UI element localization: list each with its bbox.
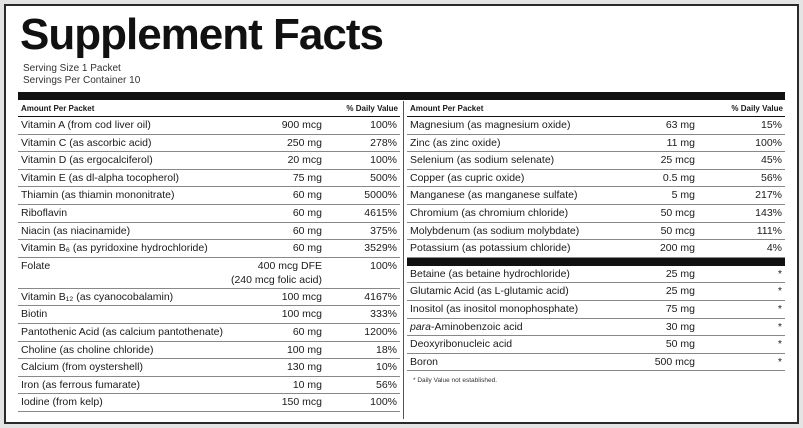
nutrient-daily-value: 15% xyxy=(760,119,782,131)
nutrient-amount-detail: (240 mcg folic acid) xyxy=(230,273,322,286)
nutrient-name: Vitamin D (as ergocalciferol) xyxy=(21,154,153,167)
nutrient-daily-value: 333% xyxy=(370,308,397,321)
nutrient-daily-value: 45% xyxy=(760,154,782,167)
nutrient-daily-value: * xyxy=(777,267,782,280)
nutrient-name: Vitamin A (from cod liver oil) xyxy=(21,119,151,131)
nutrient-daily-value: * xyxy=(777,285,782,298)
nutrient-amount: 100 mcg xyxy=(281,308,322,321)
nutrient-amount: 25 mg xyxy=(665,267,695,280)
amount-header: Amount Per Packet xyxy=(21,104,95,113)
nutrient-amount: 0.5 mg xyxy=(662,171,695,184)
nutrient-daily-value: 4167% xyxy=(364,290,397,303)
nutrient-daily-value: 100% xyxy=(370,119,397,131)
nutrient-amount: 100 mcg xyxy=(281,290,322,303)
nutrient-daily-value: * xyxy=(777,338,782,351)
nutrient-row xyxy=(18,342,400,360)
nutrient-amount: 250 mg xyxy=(286,136,322,149)
nutrient-row xyxy=(407,135,785,153)
nutrient-amount: 30 mg xyxy=(665,320,695,333)
nutrient-name: Potassium (as potassium chloride) xyxy=(410,242,571,255)
nutrient-row xyxy=(18,359,400,377)
nutrient-amount: 60 mg xyxy=(292,242,322,255)
nutrient-daily-value: 3529% xyxy=(364,242,397,255)
nutrient-row xyxy=(18,394,400,412)
nutrient-name: Folate xyxy=(21,259,51,272)
nutrient-amount: 25 mg xyxy=(665,285,695,298)
nutrient-daily-value: 278% xyxy=(370,136,397,149)
nutrient-name: Betaine (as betaine hydrochloride) xyxy=(410,267,570,280)
servings-per-container: Servings Per Container 10 xyxy=(23,75,141,86)
nutrient-row xyxy=(407,223,785,241)
nutrient-name: Deoxyribonucleic acid xyxy=(410,338,513,351)
nutrient-name: Glutamic Acid (as L-glutamic acid) xyxy=(410,285,569,298)
nutrient-row xyxy=(18,187,400,205)
nutrient-amount: 75 mg xyxy=(292,171,322,184)
nutrient-row xyxy=(407,301,785,319)
nutrient-amount: 60 mg xyxy=(292,189,322,202)
nutrient-name: Copper (as cupric oxide) xyxy=(410,171,525,184)
nutrient-amount: 25 mcg xyxy=(660,154,695,167)
nutrient-name: Thiamin (as thiamin mononitrate) xyxy=(21,189,175,202)
nutrient-row xyxy=(407,319,785,337)
nutrient-name: Calcium (from oystershell) xyxy=(21,361,143,374)
nutrient-row xyxy=(407,187,785,205)
top-thick-rule xyxy=(18,92,785,100)
nutrient-amount: 63 mg xyxy=(665,119,695,131)
nutrient-row xyxy=(407,240,785,258)
nutrient-daily-value: 1200% xyxy=(364,325,397,338)
nutrient-name: Choline (as choline chloride) xyxy=(21,343,154,356)
nutrient-name: para-Aminobenzoic acid xyxy=(410,320,523,333)
supplement-facts-panel xyxy=(4,4,799,424)
nutrient-name: Vitamin B₆ (as pyridoxine hydrochloride) xyxy=(21,242,208,255)
nutrient-row xyxy=(407,266,785,284)
nutrient-daily-value: 5000% xyxy=(364,189,397,202)
nutrient-name: Iron (as ferrous fumarate) xyxy=(21,378,141,391)
nutrient-daily-value: 500% xyxy=(370,171,397,184)
nutrient-daily-value: 18% xyxy=(375,343,397,356)
nutrient-amount: 50 mcg xyxy=(660,206,695,219)
right-column xyxy=(407,101,785,384)
nutrient-amount: 50 mg xyxy=(665,338,695,351)
nutrient-row xyxy=(18,223,400,241)
column-divider xyxy=(403,101,404,419)
nutrient-daily-value: 143% xyxy=(755,206,782,219)
nutrient-daily-value: 56% xyxy=(760,171,782,184)
nutrient-row xyxy=(407,152,785,170)
nutrient-name: Manganese (as manganese sulfate) xyxy=(410,189,578,202)
nutrient-amount: 50 mcg xyxy=(660,224,695,237)
nutrient-amount: 60 mg xyxy=(292,224,322,237)
nutrient-row xyxy=(407,170,785,188)
nutrient-name: Boron xyxy=(410,355,439,368)
mid-thick-rule xyxy=(407,258,785,266)
nutrient-amount: 60 mg xyxy=(292,325,322,338)
nutrient-amount: 200 mg xyxy=(659,242,695,255)
panel-title: Supplement Facts xyxy=(20,10,383,59)
left-header xyxy=(18,101,400,117)
nutrient-amount: 60 mg xyxy=(292,206,322,219)
nutrient-daily-value: 111% xyxy=(756,224,782,237)
nutrient-row xyxy=(407,283,785,301)
nutrient-daily-value: 100% xyxy=(370,154,397,167)
nutrient-daily-value: 4% xyxy=(766,242,782,255)
nutrient-row xyxy=(18,117,400,135)
nutrient-row xyxy=(407,205,785,223)
nutrient-row xyxy=(18,205,400,223)
footnote: * Daily Value not established. xyxy=(413,377,498,385)
nutrient-name: Niacin (as niacinamide) xyxy=(21,224,131,237)
nutrient-row xyxy=(407,117,785,135)
nutrient-daily-value: 375% xyxy=(370,224,397,237)
nutrient-daily-value: * xyxy=(777,302,782,315)
nutrient-row xyxy=(407,336,785,354)
nutrient-daily-value: 4615% xyxy=(364,206,397,219)
nutrient-name: Vitamin C (as ascorbic acid) xyxy=(21,136,152,149)
nutrient-daily-value: * xyxy=(777,355,782,368)
nutrient-daily-value: 100% xyxy=(370,396,397,409)
nutrient-amount: 400 mcg DFE xyxy=(257,259,322,272)
nutrient-name: Biotin xyxy=(21,308,48,321)
nutrient-name: Magnesium (as magnesium oxide) xyxy=(410,119,571,131)
nutrient-row xyxy=(18,240,400,258)
nutrient-amount: 100 mg xyxy=(286,343,322,356)
nutrient-daily-value: 100% xyxy=(370,259,397,272)
nutrient-row xyxy=(18,324,400,342)
nutrient-name: Chromium (as chromium chloride) xyxy=(410,206,569,219)
nutrient-amount: 11 mg xyxy=(666,136,695,149)
nutrient-row xyxy=(18,306,400,324)
nutrient-row xyxy=(18,377,400,395)
dv-header: % Daily Value xyxy=(346,104,398,113)
nutrient-row xyxy=(18,135,400,153)
nutrient-amount: 5 mg xyxy=(671,189,695,202)
amount-header: Amount Per Packet xyxy=(410,104,484,113)
nutrient-row xyxy=(18,152,400,170)
nutrient-daily-value: 10% xyxy=(375,361,397,374)
nutrient-name: Iodine (from kelp) xyxy=(21,396,103,409)
nutrient-row xyxy=(18,258,400,289)
nutrient-name: Zinc (as zinc oxide) xyxy=(410,136,501,149)
nutrient-daily-value: 217% xyxy=(755,189,782,202)
nutrient-amount: 20 mcg xyxy=(287,154,322,167)
nutrient-daily-value: 56% xyxy=(375,378,397,391)
nutrient-amount: 150 mcg xyxy=(281,396,322,409)
nutrient-name: Pantothenic Acid (as calcium pantothenate) xyxy=(21,325,223,338)
nutrient-row xyxy=(407,354,785,372)
nutrient-daily-value: * xyxy=(777,320,782,333)
nutrient-amount: 75 mg xyxy=(665,302,695,315)
left-column xyxy=(18,101,400,412)
nutrient-name: Molybdenum (as sodium molybdate) xyxy=(410,224,580,237)
nutrient-row xyxy=(18,170,400,188)
nutrient-name: Inositol (as inositol monophosphate) xyxy=(410,302,579,315)
nutrient-name: Vitamin B₁₂ (as cyanocobalamin) xyxy=(21,290,174,303)
nutrient-amount: 900 mcg xyxy=(281,119,322,131)
right-header xyxy=(407,101,785,117)
nutrient-amount: 130 mg xyxy=(286,361,322,374)
nutrient-name: Riboflavin xyxy=(21,206,68,219)
serving-size: Serving Size 1 Packet xyxy=(23,63,121,74)
nutrient-row xyxy=(18,289,400,307)
nutrient-daily-value: 100% xyxy=(755,136,782,149)
nutrient-name: Vitamin E (as dl-alpha tocopherol) xyxy=(21,171,179,184)
nutrient-amount: 500 mcg xyxy=(654,355,695,368)
nutrient-amount: 10 mg xyxy=(292,378,322,391)
nutrient-name: Selenium (as sodium selenate) xyxy=(410,154,555,167)
dv-header: % Daily Value xyxy=(731,104,783,113)
